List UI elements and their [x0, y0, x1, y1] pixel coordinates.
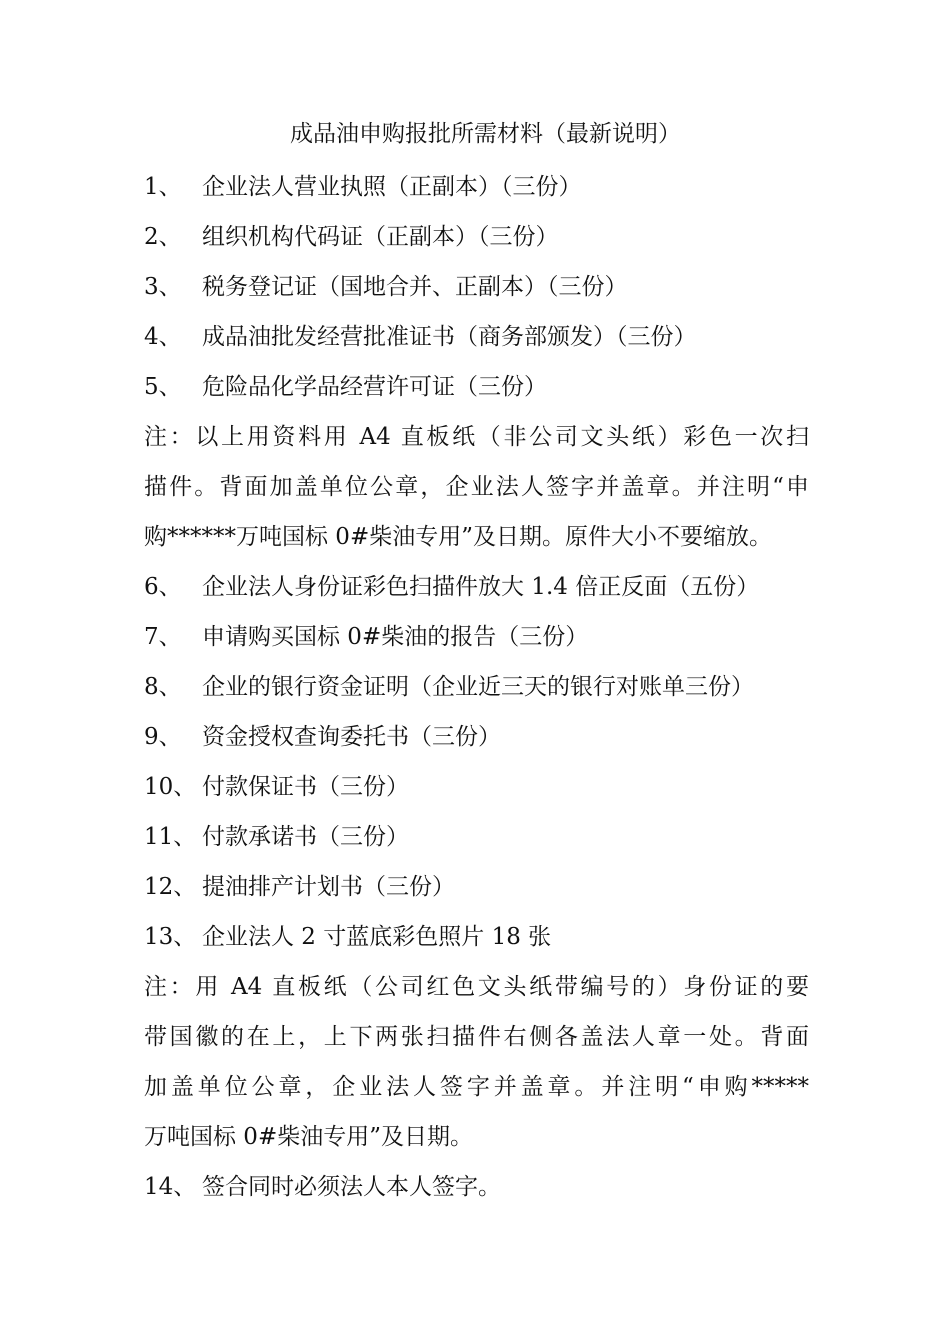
note-line: 注：以上用资料用 A4 直板纸（非公司文头纸）彩色一次扫	[144, 424, 809, 450]
item-text: 成品油批发经营批准证书（商务部颁发）（三份）	[202, 324, 697, 350]
list-item	[144, 362, 809, 412]
item-number: 3、	[144, 274, 182, 300]
list-item	[144, 912, 809, 962]
list-item	[144, 812, 809, 862]
note-line: 加盖单位公章，企业法人签字并盖章。并注明“申购*****	[144, 1074, 809, 1100]
item-text: 企业的银行资金证明（企业近三天的银行对账单三份）	[202, 674, 754, 700]
item-text: 税务登记证（国地合并、正副本）（三份）	[202, 274, 628, 300]
note-line: 注：用 A4 直板纸（公司红色文头纸带编号的）身份证的要	[144, 974, 809, 1000]
item-text: 企业法人身份证彩色扫描件放大 1.4 倍正反面（五份）	[202, 574, 760, 600]
list-item	[144, 162, 809, 212]
list-item	[144, 612, 809, 662]
item-text: 危险品化学品经营许可证（三份）	[202, 374, 547, 400]
note-photo-requirements	[144, 962, 809, 1162]
item-number: 2、	[144, 224, 182, 250]
item-number: 4、	[144, 324, 182, 350]
item-number: 10、	[144, 774, 197, 800]
item-text: 提油排产计划书（三份）	[202, 874, 455, 900]
note-scan-requirements	[144, 412, 809, 562]
list-item	[144, 712, 809, 762]
list-item	[144, 662, 809, 712]
item-number: 6、	[144, 574, 182, 600]
item-text: 组织机构代码证（正副本）（三份）	[202, 224, 559, 250]
document-title: 成品油申购报批所需材料（最新说明）	[290, 121, 681, 147]
item-number: 12、	[144, 874, 197, 900]
item-number: 5、	[144, 374, 182, 400]
note-line: 购******万吨国标 0#柴油专用”及日期。原件大小不要缩放。	[144, 524, 772, 550]
item-text: 付款承诺书（三份）	[202, 824, 409, 850]
item-text: 资金授权查询委托书（三份）	[202, 724, 501, 750]
item-text: 付款保证书（三份）	[202, 774, 409, 800]
note-line: 描件。背面加盖单位公章，企业法人签字并盖章。并注明“申	[144, 474, 809, 500]
item-text: 签合同时必须法人本人签字。	[202, 1174, 501, 1200]
note-line: 万吨国标 0#柴油专用”及日期。	[144, 1124, 473, 1150]
list-item	[144, 862, 809, 912]
item-text: 申请购买国标 0#柴油的报告（三份）	[202, 624, 589, 650]
document-body	[144, 112, 809, 1212]
item-number: 9、	[144, 724, 182, 750]
list-item	[144, 762, 809, 812]
item-number: 7、	[144, 624, 182, 650]
item-number: 14、	[144, 1174, 197, 1200]
list-item	[144, 262, 809, 312]
list-item	[144, 562, 809, 612]
item-number: 13、	[144, 924, 197, 950]
item-number: 8、	[144, 674, 182, 700]
item-text: 企业法人 2 寸蓝底彩色照片 18 张	[202, 924, 552, 950]
note-line: 带国徽的在上，上下两张扫描件右侧各盖法人章一处。背面	[144, 1024, 809, 1050]
list-item	[144, 1162, 809, 1212]
item-number: 11、	[144, 824, 197, 850]
item-text: 企业法人营业执照（正副本）（三份）	[202, 174, 582, 200]
list-item	[144, 212, 809, 262]
list-item	[144, 312, 809, 362]
item-number: 1、	[144, 174, 182, 200]
